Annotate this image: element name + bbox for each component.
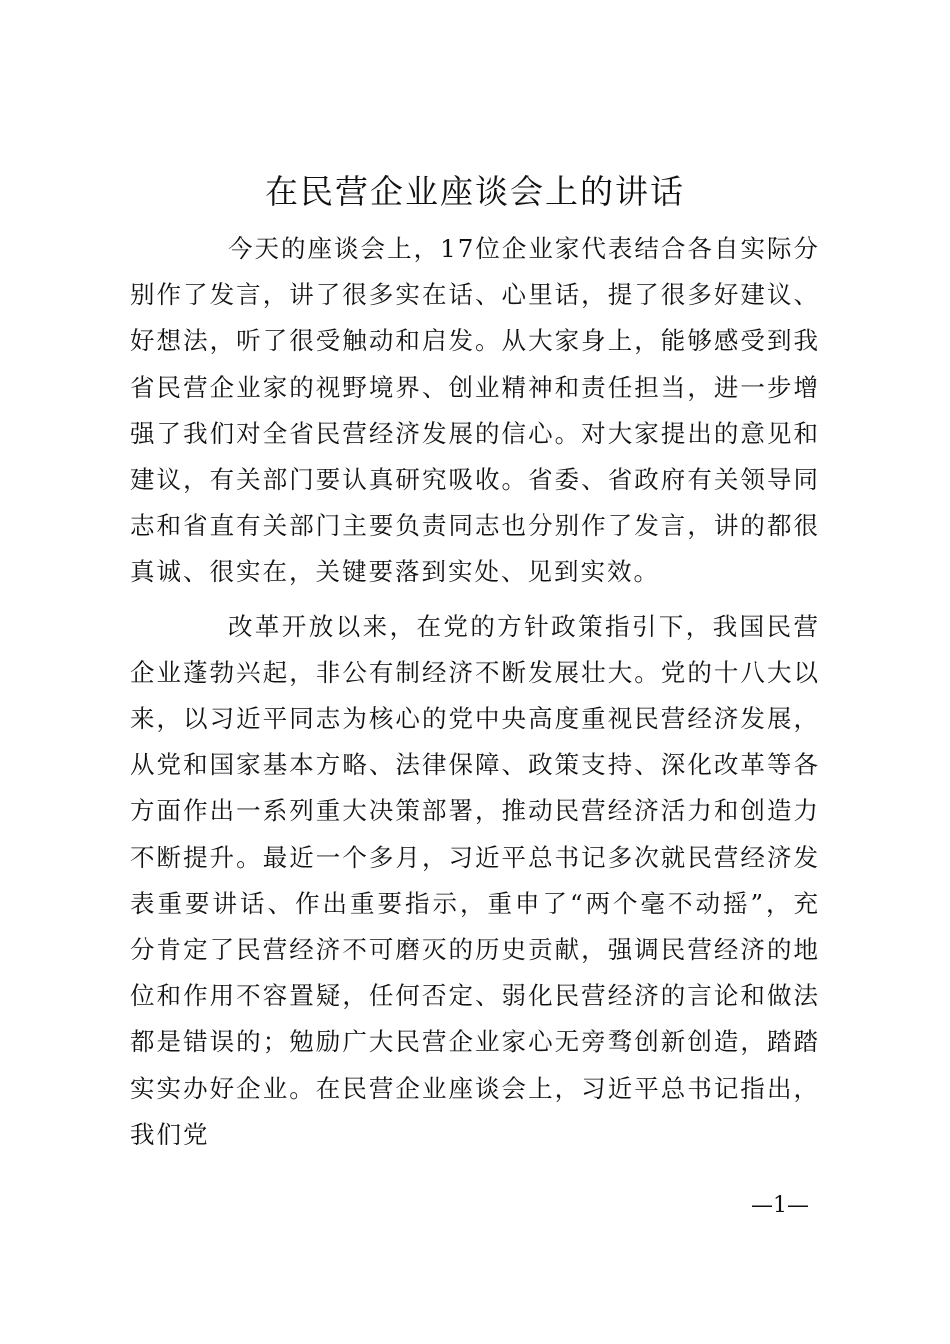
document-body [130,226,820,1158]
paragraph-2: 改革开放以来，在党的方针政策指引下，我国民营企业蓬勃兴起，非公有制经济不断发展壮大。党的十八大以来，以习近平同志为核心的党中央高度重视民营经济发展，从党和国家基本方略、法律保障、政策支持、深化改革等各方面作出一系列重大决策部署，推动民营经济活力和创造力不断提升。最近一个多月，习近平总书记多次就民营经济发表重要讲话、作出重要指示，重申了“两个毫不动摇”，充分肯定了民营经济不可磨灭的历史贡献，强调民营经济的地位和作用不容置疑，任何否定、弱化民营经济的言论和做法都是错误的；勉励广大民营企业家心无旁骛创新创造，踏踏实实办好企业。在民营企业座谈会上，习近平总书记指出，我们党 [130,611,820,1149]
document-title: 在民营企业座谈会上的讲话 [265,172,685,211]
page-number: —1— [751,1193,809,1218]
paragraph-1: 今天的座谈会上，17位企业家代表结合各自实际分别作了发言，讲了很多实在话、心里话，提了很多好建议、好想法，听了很受触动和启发。从大家身上，能够感受到我省民营企业家的视野境界、创业精神和责任担当，进一步增强了我们对全省民营经济发展的信心。对大家提出的意见和建议，有关部门要认真研究吸收。省委、省政府有关领导同志和省直有关部门主要负责同志也分别作了发言，讲的都很真诚、很实在，关键要落到实处、见到实效。 [130,234,820,587]
